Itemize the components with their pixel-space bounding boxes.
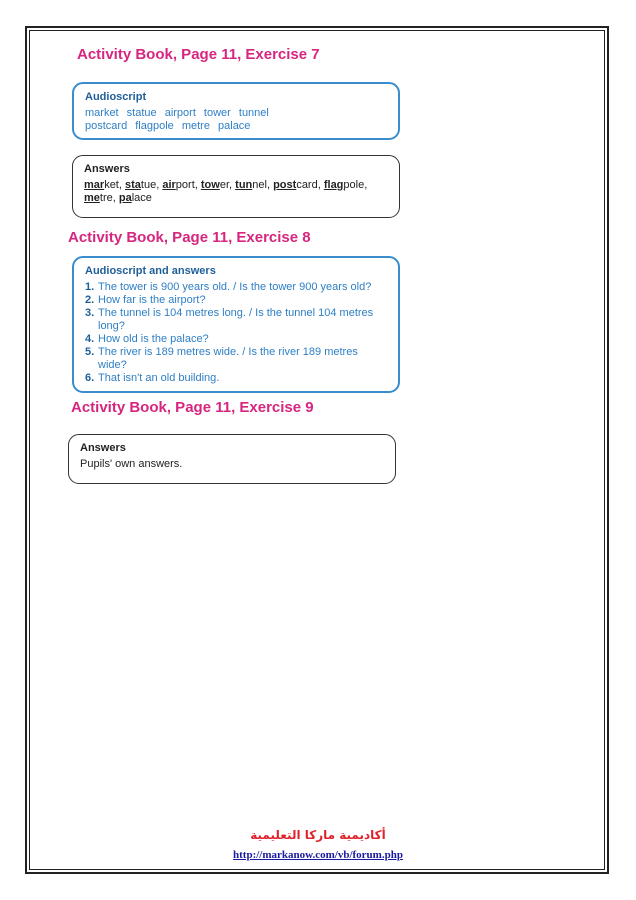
answer-word: statue,: [125, 179, 163, 191]
exercise-7-heading: Activity Book, Page 11, Exercise 7: [77, 46, 320, 63]
list-item: 3. The tunnel is 104 metres long. / Is the tunnel 104 metres long?: [85, 307, 374, 332]
audioscript-line-2: postcard flagpole metre palace: [85, 120, 251, 132]
exercise-9-answers-box: [68, 434, 396, 484]
list-item: 6. That isn't an old building.: [85, 372, 220, 384]
audioscript-answers-list: [85, 281, 387, 385]
list-item: 4. How old is the palace?: [85, 333, 209, 345]
answers-title: Answers: [80, 442, 126, 454]
audioscript-answers-title: Audioscript and answers: [85, 265, 216, 277]
footer-url: [0, 849, 636, 861]
answer-word: metre,: [84, 192, 119, 204]
exercise-8-heading: Activity Book, Page 11, Exercise 8: [68, 229, 311, 246]
list-item: 1. The tower is 900 years old. / Is the tower 900 years old?: [85, 281, 372, 293]
footer-arabic-title: أكاديمية ماركا التعليمية: [250, 828, 386, 842]
answer-word: market,: [84, 179, 125, 191]
exercise-7-audioscript-box: [72, 82, 400, 140]
answer-word: palace: [118, 192, 152, 204]
answer-word: airport,: [162, 179, 201, 191]
answer-word: flagpole,: [323, 179, 368, 191]
list-item: 5. The river is 189 metres wide. / Is the river 189 metres wide?: [85, 346, 358, 371]
exercise-9-heading: Activity Book, Page 11, Exercise 9: [71, 399, 314, 416]
answer-word: tunnel,: [235, 179, 274, 191]
exercise-7-answers-box: [72, 155, 400, 218]
audioscript-title: Audioscript: [85, 91, 147, 103]
forum-link[interactable]: http://markanow.com/vb/forum.php: [233, 849, 403, 861]
exercise-8-audioscript-box: [72, 256, 400, 393]
audioscript-line-1: market statue airport tower tunnel: [85, 107, 269, 119]
answers-text: [84, 179, 388, 205]
list-item: 2. How far is the airport?: [85, 294, 206, 306]
answers-title: Answers: [84, 163, 130, 175]
answers-text: Pupils' own answers.: [80, 458, 183, 470]
answer-word: tower,: [200, 179, 236, 191]
answer-word: postcard,: [273, 179, 324, 191]
